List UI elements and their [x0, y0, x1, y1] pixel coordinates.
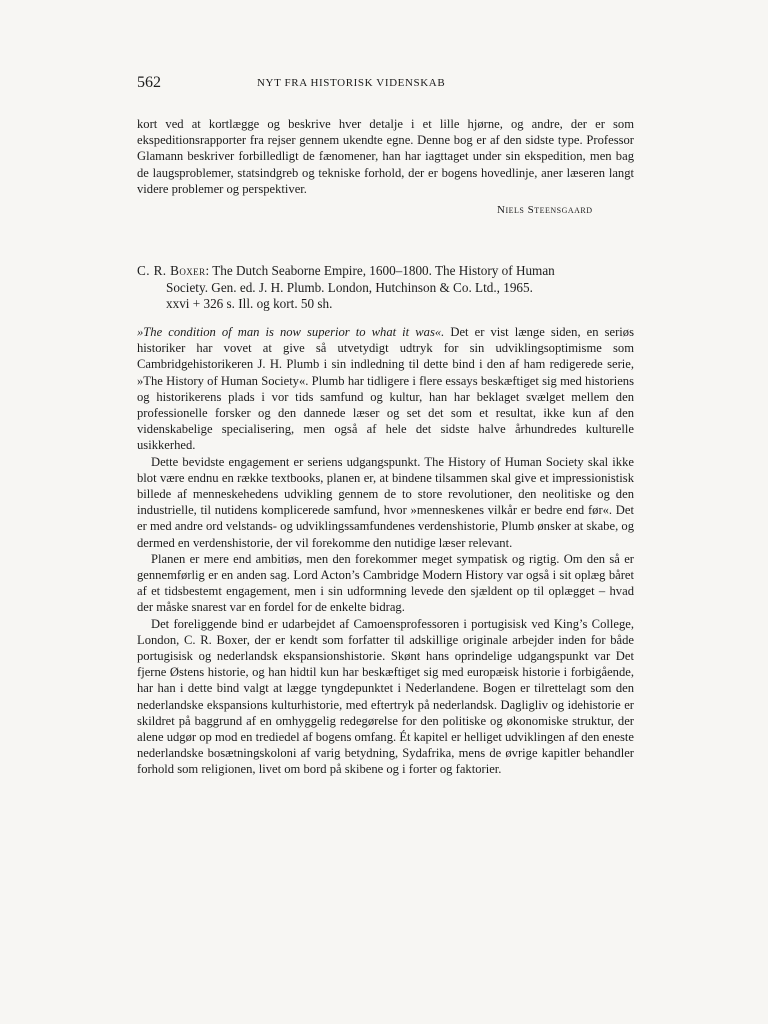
review-paragraph-2: Dette bevidste engagement er seriens udgangspunkt. The History of Human Society skal ikke blot være endnu en række textbooks, planen er, at bindene tilsammen skal give et impressionistisk billede af menneskehedens udvikling gennem de to store revolutioner, den neolitiske og den industrielle, til nutidens komplicerede samfund, hvor »menneskenes vilkår er bedre end før«. Det er med andre ord velstands- og udviklingssamfundenes verdenshistorie, Plumb ønsker at skabe, og dermed en verdenshistorie, der vil forekomme den nutidige læser relevant. [137, 454, 634, 550]
previous-review-closing-text: kort ved at kortlægge og beskrive hver detalje i et lille hjørne, og andre, der er som ekspeditionsrapporter fra rejser gennem ukendte egne. Denne bog er af den sidste type. Professor Glamann beskriver forbilledligt de fænomener, han har iagttaget under sin ekspedition, men bag de laugsproblemer, statsindgreb og tekniske forhold, der er bogens hovedlinje, aner læseren langt videre problemer og perspektiver. [137, 117, 634, 196]
review-body [137, 324, 634, 778]
reviewer-signature: Niels Steensgaard [497, 204, 593, 216]
review-paragraph-3: Planen er mere end ambitiøs, men den forekommer meget sympatisk og rigtig. Om den så er gennemførlig er en anden sag. Lord Acton’s Cambridge Modern History var også i sit oplæg båret af et tidsbestemt engagement, men i sin udformning levede den sjældent op til oplægget – hvad der måske snarest var en fordel for de enkelte bidrag. [137, 551, 634, 615]
review-paragraph-4: Det foreliggende bind er udarbejdet af Camoensprofessoren i portugisisk ved King’s College, London, C. R. Boxer, der er kendt som forfatter til adskillige originale arbejder inden for både portugisisk og nederlandsk ekspansionshistorie. Skønt hans oprindelige udgangspunkt var Det fjerne Østens historie, og han hidtil kun har beskæftiget sig med europæisk historie i forbigående, har han i dette bind valgt at lægge tyngdepunktet i Nederlandene. Bogen er tilrettelagt som den nederlandske ekspansions kulturhistorie, med eftertryk på nederlandsk. Dagligliv og idehistorie er skildret på baggrund af en omhyggelig redegørelse for den politiske og økonomiske struktur, der alene udgør op mod en trediedel af bogens omfang. Ét kapitel er helliget udviklingen af den eneste nederlandske bosætningskoloni af varig betydning, Sydafrika, mens de øvrige kapitler behandler forhold som religionen, livet om bord på skibene og i forter og faktorier. [137, 616, 634, 777]
citation-title: : The Dutch Seaborne Empire, 1600–1800. The History of Human [205, 263, 555, 278]
page-number: 562 [137, 74, 161, 91]
citation-author: C. R. Boxer [137, 263, 206, 278]
citation-line-1 [137, 263, 634, 280]
citation-line-3: xxvi + 326 s. Ill. og kort. 50 sh. [166, 296, 333, 311]
citation-line-2: Society. Gen. ed. J. H. Plumb. London, Hutchinson & Co. Ltd., 1965. [166, 279, 533, 295]
opening-quote: »The condition of man is now superior to what it was«. [137, 325, 445, 339]
running-head: NYT FRA HISTORISK VIDENSKAB [257, 77, 446, 89]
paragraph-1-text: Det er vist længe siden, en seriøs historiker har vovet at give så utvetydigt udtryk for sin udviklingsoptimisme som Cambridgehistorikeren J. H. Plumb i sin indledning til dette bind i den af ham redigerede serie, »The History of Human Society«. Plumb har tidligere i flere essays beskæftiget sig med historiens og historikerens plads i vor tids samfund og kultur, han har beklaget svælget mellem den professionelle forsker og den dannede læser og set det som et resultat, ikke kun af den videnskabelige specialisering, men også af hele det sidste halve århundredes kulturelle usikkerhed. [137, 325, 634, 453]
page-header [137, 74, 637, 96]
review-paragraph-1 [137, 324, 634, 454]
book-citation [137, 263, 634, 313]
